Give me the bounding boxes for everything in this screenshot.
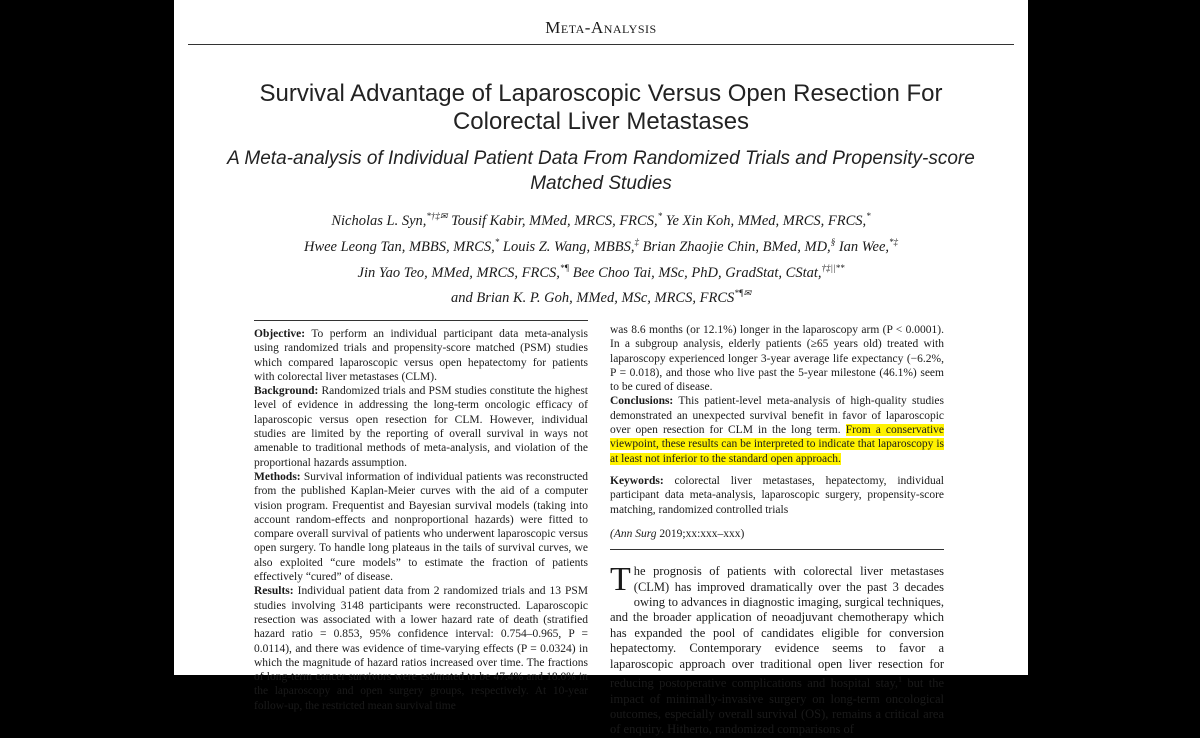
citation — [610, 527, 944, 541]
reference-marker: 1 — [898, 675, 903, 684]
article-title: Survival Advantage of Laparoscopic Versus Open Resection For Colorectal Liver Metastases — [259, 80, 943, 135]
author-name: Brian Zhaojie Chin, BMed, MD, — [638, 238, 831, 255]
citation-journal: (Ann Surg — [610, 527, 657, 540]
intro-rule — [610, 549, 944, 550]
article-subtitle: A Meta-analysis of Individual Patient Data From Randomized Trials and Propensity-score Matched Studies — [227, 148, 975, 194]
abstract-methods — [254, 470, 588, 584]
author-name: Ye Xin Koh, MMed, MRCS, FRCS, — [662, 212, 867, 229]
author-affil: * — [657, 211, 663, 221]
author-affil: * — [494, 236, 500, 247]
methods-label: Methods: — [254, 470, 301, 483]
section-label: Meta-Analysis — [545, 18, 657, 37]
author-name: Louis Z. Wang, MBBS, — [499, 238, 635, 255]
keywords-label: Keywords: — [610, 474, 664, 487]
author-affil: ‡ — [634, 236, 639, 247]
author-affil: § — [830, 236, 836, 247]
background-text: Randomized trials and PSM studies constitute the highest level of evidence in addressing the long-term oncologic efficacy of laparoscopic versus open resection for CLM. However, individual studies are limited by the reporting of overall survival in ways not amenable to traditional methods of meta-analysis, and violation of the proportional hazards assumption. — [254, 385, 588, 469]
author-name: Hwee Leong Tan, MBBS, MRCS, — [303, 238, 495, 255]
author-line-1 — [194, 206, 1008, 232]
author-name: Nicholas L. Syn, — [331, 212, 427, 229]
author-line-4 — [194, 283, 1008, 309]
author-line-2 — [194, 232, 1008, 258]
author-affil: *‡ — [889, 236, 899, 247]
citation-volume: 2019;xx:xxx–xxx) — [656, 527, 745, 540]
author-name: and Brian K. P. Goh, MMed, MSc, MRCS, FRCS — [450, 290, 735, 307]
abstract-results — [254, 584, 588, 713]
intro-text-continued: but the impact of minimally-invasive surgery on long-term oncological outcomes, especially overall survival (OS), remains a critical area of enquiry. Hitherto, randomized comparisons of — [610, 676, 944, 737]
abstract-conclusions — [610, 394, 944, 465]
intro-text: he prognosis of patients with colorectal liver metastases (CLM) has improved dramatically over the past 3 decades owing to advances in diagnostic imaging, surgical techniques, and the broader application of neoadjuvant chemotherapy which has expanded the pool of candidates eligible for conversion hepatectomy. Contemporary evidence seems to favor a laparoscopic approach over traditional open liver resection for reducing postoperative complications and hospital stay, — [610, 564, 944, 691]
abstract-left-column — [254, 327, 588, 713]
methods-text: Survival information of individual patients was reconstructed from the published Kaplan-Meier curves with the aid of a computer vision program. Frequentist and Bayesian survival models (taking into account random-effects and nonproportional hazards) were fitted to compare overall survival of patients who underwent laparoscopic versus open surgery. To handle long plateaus in the tails of survival curves, we also exploited “cure models” to estimate the fraction of patients effectively “cured” of disease. — [254, 470, 588, 584]
author-name: Ian Wee, — [835, 238, 890, 255]
results-text: Individual patient data from 2 randomized trials and 13 PSM studies involving 3148 participants were reconstructed. Laparoscopic resection was associated with a lower hazard rate of death (stratified hazard ratio = 0.853, 95% confidence interval: 0.754–0.965, P = 0.0114), and there was evidence of time-varying effects (P = 0.0324) in which the magnitude of hazard ratios increased over time. The fractions of long-term cancer survivors were estimated to be 47.4% and 18.0% in the laparoscopy and open surgery groups, respectively. At 10-year follow-up, the restricted mean survival time — [254, 585, 588, 712]
author-list — [194, 206, 1008, 309]
background-label: Background: — [254, 385, 319, 398]
abstract-background — [254, 384, 588, 470]
author-line-3 — [194, 258, 1008, 284]
conclusions-text: This patient-level meta-analysis of high-quality studies demonstrated an unexpected survival benefit in favor of laparoscopic over open resection for CLM in the long term. — [610, 395, 944, 437]
author-name: Tousif Kabir, MMed, MRCS, FRCS, — [447, 212, 658, 229]
keywords — [610, 474, 944, 517]
abstract-objective — [254, 327, 588, 384]
author-name: Bee Choo Tai, MSc, PhD, GradStat, CStat, — [569, 264, 822, 281]
abstract-right-column — [610, 323, 944, 738]
author-name: Jin Yao Teo, MMed, MRCS, FRCS, — [357, 264, 560, 281]
conclusions-label: Conclusions: — [610, 395, 674, 408]
highlighted-conclusion: From a conservative viewpoint, these results can be interpreted to indicate that laparoscopy is at least not inferior to the standard open approach. — [610, 424, 945, 465]
results-label: Results: — [254, 585, 294, 598]
author-affil: *¶✉ — [734, 288, 751, 299]
author-affil: *¶ — [559, 262, 570, 273]
journal-page — [174, 0, 1028, 737]
intro-paragraph — [610, 561, 944, 738]
drop-cap: T — [610, 561, 631, 599]
author-affil: †‡||** — [821, 262, 845, 273]
author-affil: * — [866, 211, 871, 221]
header-rule — [188, 44, 1014, 45]
author-affil: *†‡✉ — [426, 211, 448, 221]
objective-label: Objective: — [254, 328, 306, 340]
abstract-results-continued: was 8.6 months (or 12.1%) longer in the laparoscopy arm (P < 0.0001). In a subgroup analysis, elderly patients (≥65 years old) treated with laparoscopy experienced longer 3-year average life expectancy (−6.2%, P = 0.018), and those who live past the 5-year milestone (46.1%) seem to be cured of disease. — [610, 324, 944, 394]
abstract-rule — [254, 320, 588, 321]
keywords-text: colorectal liver metastases, hepatectomy, individual participant data meta-analysis, laparoscopic surgery, propensity-score matching, randomized controlled trials — [610, 474, 944, 516]
objective-text: To perform an individual participant data meta-analysis using randomized trials and propensity-score matched (PSM) studies which compared laparoscopic versus open hepatectomy for patients with colorectal liver metastases (CLM). — [254, 328, 588, 383]
